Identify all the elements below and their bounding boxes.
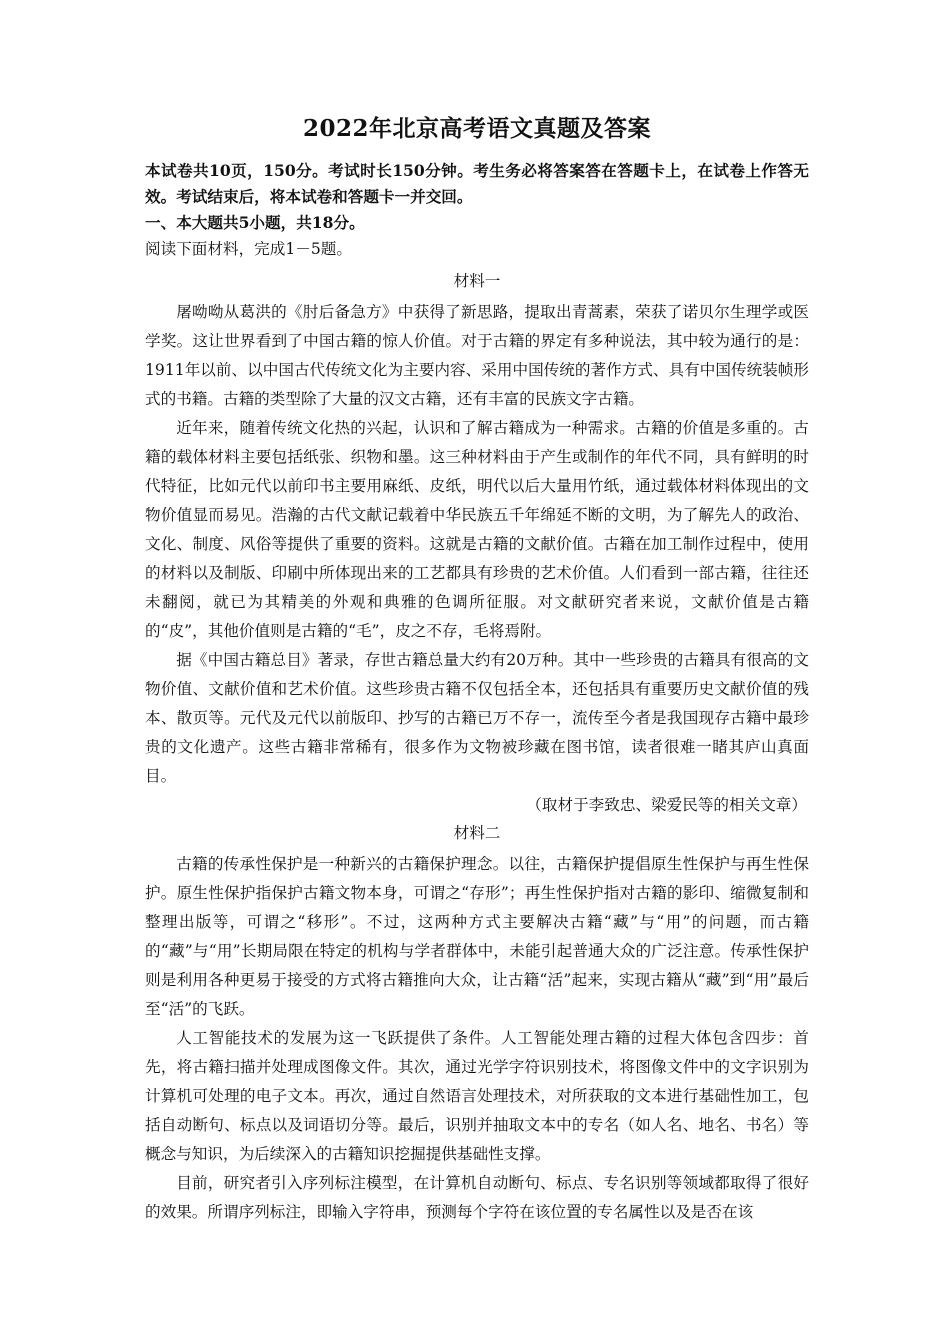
document-title: 2022年北京高考语文真题及答案 bbox=[302, 115, 651, 142]
material-two-paragraph: 古籍的传承性保护是一种新兴的古籍保护理念。以往，古籍保护提倡原生性保护与再生性保护。原生性保护指保护古籍文物本身，可谓之“存形”；再生性保护指对古籍的影印、缩微复制和整理出版等，可谓之“移形”。不过，这两种方式主要解决古籍“藏”与“用”的问题，而古籍的“藏”与“用”长期局限在特定的机构与学者群体中，未能引起普通大众的广泛注意。传承性保护则是利用各种更易于接受的方式将古籍推向大众，让古籍“活”起来，实现古籍从“藏”到“用”最后至“活”的飞跃。 bbox=[145, 855, 809, 1018]
material-one-source: （取材于李致忠、梁爱民等的相关文章） bbox=[526, 796, 807, 814]
material-two bbox=[145, 820, 809, 1227]
material-two-paragraph: 人工智能技术的发展为这一飞跃提供了条件。人工智能处理古籍的过程大体包含四步：首先，将古籍扫描并处理成图像文件。其次，通过光学字符识别技术，将图像文件中的文字识别为计算机可处理的电子文本。再次，通过自然语言处理技术，对所获取的文本进行基础性加工，包括自动断句、标点以及词语切分等。最后，识别并抽取文本中的专名（如人名、地名、书名）等概念与知识，为后续深入的古籍知识挖掘提供基础性支撑。 bbox=[145, 1029, 809, 1163]
material-one-paragraph: 近年来，随着传统文化热的兴起，认识和了解古籍成为一种需求。古籍的价值是多重的。古籍的载体材料主要包括纸张、织物和墨。这三种材料由于产生或制作的年代不同，具有鲜明的时代特征，比如元代以前印书主要用麻纸、皮纸，明代以后大量用竹纸，通过载体材料体现出的文物价值显而易见。浩瀚的古代文献记载着中华民族五千年绵延不断的文明，为了解先人的政治、文化、制度、风俗等提供了重要的资料。这就是古籍的文献价值。古籍在加工制作过程中，使用的材料以及制版、印刷中所体现出来的工艺都具有珍贵的艺术价值。人们看到一部古籍，往往还未翻阅，就已为其精美的外观和典雅的色调所征服。对文献研究者来说，文献价值是古籍的“皮”，其他价值则是古籍的“毛”，皮之不存，毛将焉附。 bbox=[145, 419, 809, 640]
material-one bbox=[145, 268, 809, 820]
reading-instruction: 阅读下面材料，完成1－5题。 bbox=[145, 240, 352, 258]
section-heading: 一、本大题共5小题，共18分。 bbox=[145, 213, 365, 232]
exam-instructions: 本试卷共10页，150分。考试时长150分钟。考生务必将答案答在答题卡上，在试卷上作答无效。考试结束后，将本试卷和答题卡一并交回。 bbox=[145, 161, 809, 206]
material-two-paragraph: 目前，研究者引入序列标注模型，在计算机自动断句、标点、专名识别等领域都取得了很好的效果。所谓序列标注，即输入字符串，预测每个字符在该位置的专名属性以及是否在该 bbox=[145, 1174, 809, 1221]
material-one-paragraph: 据《中国古籍总目》著录，存世古籍总量大约有20万种。其中一些珍贵的古籍具有很高的文物价值、文献价值和艺术价值。这些珍贵古籍不仅包括全本，还包括具有重要历史文献价值的残本、散页等。元代及元代以前版印、抄写的古籍已万不存一，流传至今者是我国现存古籍中最珍贵的文化遗产。这些古籍非常稀有，很多作为文物被珍藏在图书馆，读者很难一睹其庐山真面目。 bbox=[145, 651, 809, 785]
material-one-title: 材料一 bbox=[453, 272, 501, 290]
material-one-paragraph: 屠呦呦从葛洪的《肘后备急方》中获得了新思路，提取出青蒿素，荣获了诺贝尔生理学或医学奖。这让世界看到了中国古籍的惊人价值。对于古籍的界定有多种说法，其中较为通行的是：1911年以前、以中国古代传统文化为主要内容、采用中国传统的著作方式、具有中国传统装帧形式的书籍。古籍的类型除了大量的汉文古籍，还有丰富的民族文字古籍。 bbox=[145, 303, 809, 408]
material-two-title: 材料二 bbox=[453, 824, 501, 842]
document-page bbox=[145, 112, 809, 1227]
